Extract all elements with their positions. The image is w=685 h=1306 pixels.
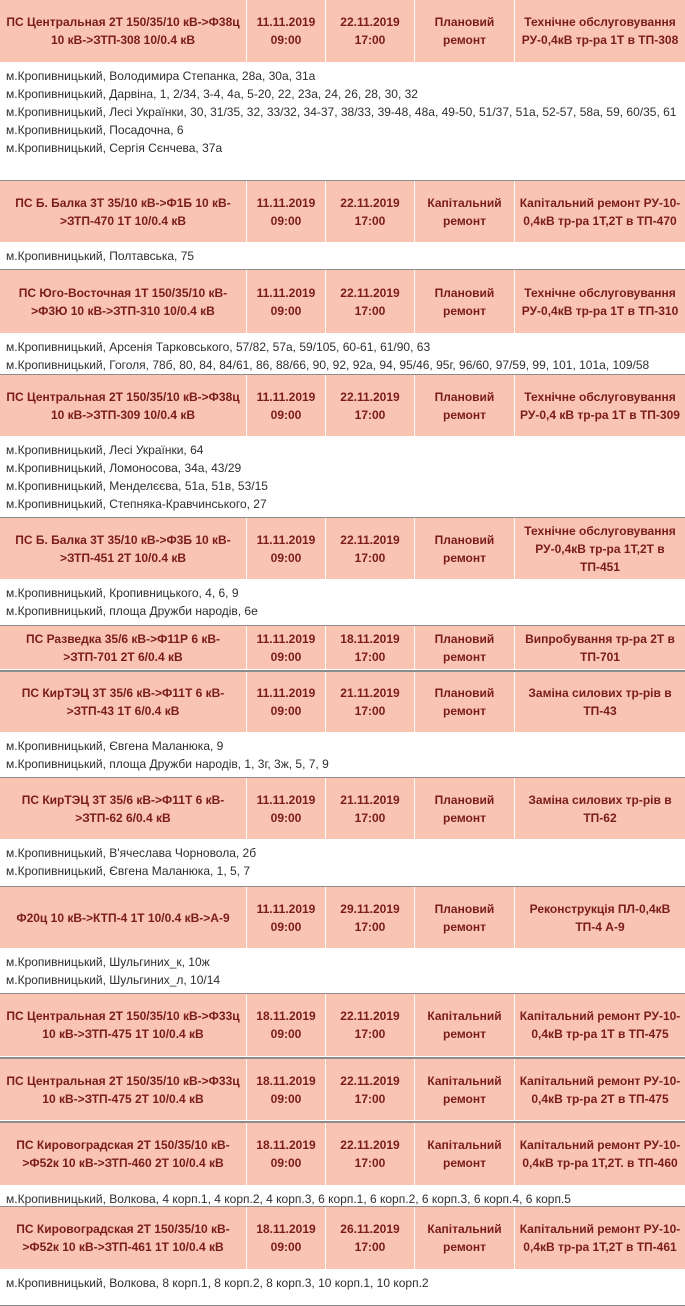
start-text: 11.11.2019 — [256, 195, 316, 210]
substation-cell — [0, 887, 247, 948]
substation-text: ПС Центральная 2Т 150/35/10 кВ->Ф38ц 10 кВ->ЗТП-308 10/0.4 кВ — [6, 15, 240, 47]
work-description-text: Заміна силових тр-рів в ТП-62 — [528, 792, 672, 825]
repair-type-text: Плановий ремонт — [434, 532, 495, 565]
work-description-text: Технічне обслуговування РУ-0,4кВ тр-ра 1Т,2Т в ТП-451 — [524, 523, 676, 574]
address-line: м.Кропивницький, Шульгиних_л, 10/14 — [6, 973, 221, 987]
repair-type-text: Плановий ремонт — [434, 631, 495, 664]
address-list — [0, 334, 685, 375]
address-line: м.Кропивницький, Шульгиних_к, 10ж — [6, 955, 210, 969]
end-text: 22.11.2019 — [340, 285, 400, 300]
repair-type-cell — [415, 672, 515, 732]
repair-type-text: Капітальний ремонт — [427, 195, 502, 228]
repair-type-cell — [415, 375, 515, 436]
address-line: м.Кропивницький, Володимира Степанка, 28а, 30а, 31а — [6, 69, 316, 83]
start-text: 09:00 — [270, 213, 302, 228]
start-cell — [247, 1123, 326, 1185]
outage-row — [0, 181, 685, 243]
substation-cell — [0, 626, 247, 669]
outage-row — [0, 672, 685, 733]
work-description-text: Капітальний ремонт РУ-10-0,4кВ тр-ра 1Т в ТП-475 — [519, 1009, 681, 1041]
work-description-cell — [515, 518, 685, 579]
start-text: 09:00 — [270, 1091, 302, 1106]
start-text: 09:00 — [270, 1240, 302, 1254]
start-text: 09:00 — [270, 919, 302, 934]
work-description-text: Капітальний ремонт РУ-10-0,4кВ тр-ра 1Т,2Т в ТП-461 — [519, 1222, 681, 1254]
repair-type-cell — [415, 887, 515, 948]
end-text: 21.11.2019 — [340, 792, 400, 807]
end-text: 22.11.2019 — [340, 389, 400, 404]
work-description-text: Капітальний ремонт РУ-10-0,4кВ тр-ра 1Т,2Т в ТП-470 — [519, 195, 681, 228]
start-text: 11.11.2019 — [256, 792, 316, 807]
start-cell — [247, 270, 326, 333]
start-cell — [247, 1207, 326, 1269]
end-text: 17:00 — [354, 407, 386, 422]
start-text: 18.11.2019 — [256, 1073, 316, 1088]
end-text: 26.11.2019 — [340, 1222, 400, 1236]
start-text: 09:00 — [270, 303, 302, 318]
outage-row — [0, 375, 685, 437]
repair-type-cell — [415, 1207, 515, 1269]
end-cell — [326, 626, 415, 669]
substation-cell — [0, 994, 247, 1056]
start-cell — [247, 672, 326, 732]
work-description-text: Реконструкція ПЛ-0,4кВ ТП-4 А-9 — [529, 901, 671, 934]
address-line: м.Кропивницький, Волкова, 4 корп.1, 4 корп.2, 4 корп.3, 6 корп.1, 6 корп.2, 6 корп.3, 6 корп.4, 6 корп.5 — [6, 1192, 571, 1206]
repair-type-text: Капітальний ремонт — [427, 1222, 502, 1254]
start-text: 11.11.2019 — [256, 15, 316, 29]
substation-cell — [0, 1207, 247, 1269]
start-text: 09:00 — [270, 33, 302, 47]
substation-cell — [0, 270, 247, 333]
repair-type-cell — [415, 1123, 515, 1185]
end-text: 29.11.2019 — [340, 901, 400, 916]
substation-text: ПС КирТЭЦ 3Т 35/6 кВ->Ф11Т 6 кВ->ЗТП-43 1Т 6/0.4 кВ — [21, 686, 225, 718]
address-line: м.Кропивницький, площа Дружби народів, 1, 3г, 3ж, 5, 7, 9 — [6, 757, 329, 771]
outage-row — [0, 270, 685, 334]
end-text: 17:00 — [354, 33, 386, 47]
end-text: 22.11.2019 — [340, 1009, 400, 1023]
address-list — [0, 580, 685, 626]
address-line: м.Кропивницький, площа Дружби народів, 6е — [6, 604, 258, 618]
start-text: 11.11.2019 — [256, 686, 316, 700]
substation-text: ПС Центральная 2Т 150/35/10 кВ->Ф33ц 10 кВ->ЗТП-475 2Т 10/0.4 кВ — [6, 1073, 240, 1106]
address-list — [0, 437, 685, 518]
address-line: м.Кропивницький, Степняка-Кравчинського, 27 — [6, 497, 267, 511]
outage-row — [0, 994, 685, 1057]
end-text: 22.11.2019 — [340, 195, 400, 210]
end-text: 17:00 — [354, 704, 386, 718]
end-text: 22.11.2019 — [340, 1073, 400, 1088]
start-text: 09:00 — [270, 407, 302, 422]
work-description-text: Технічне обслуговування РУ-0,4 кВ тр-ра 1Т в ТП-309 — [520, 389, 680, 422]
end-text: 17:00 — [354, 550, 386, 565]
address-list — [0, 733, 685, 778]
end-text: 17:00 — [354, 1240, 386, 1254]
outage-row — [0, 887, 685, 949]
work-description-cell — [515, 994, 685, 1056]
substation-text: ПС Б. Балка 3Т 35/10 кВ->Ф3Б 10 кВ->ЗТП-451 2Т 10/0.4 кВ — [15, 532, 231, 565]
work-description-cell — [515, 1123, 685, 1185]
address-line: м.Кропивницький, Лесі Українки, 64 — [6, 443, 204, 457]
address-line: м.Кропивницький, Волкова, 8 корп.1, 8 корп.2, 8 корп.3, 10 корп.1, 10 корп.2 — [6, 1276, 429, 1290]
substation-text: ПС Юго-Восточная 1Т 150/35/10 кВ->Ф3Ю 10 кВ->ЗТП-310 10/0.4 кВ — [18, 285, 228, 318]
outage-row — [0, 1207, 685, 1270]
substation-cell — [0, 778, 247, 839]
work-description-cell — [515, 672, 685, 732]
end-cell — [326, 1123, 415, 1185]
outage-row — [0, 0, 685, 63]
address-line: м.Кропивницький, Ломоносова, 34а, 43/29 — [6, 461, 242, 475]
start-cell — [247, 887, 326, 948]
end-text: 18.11.2019 — [340, 631, 400, 646]
address-line: м.Кропивницький, Євгена Маланюка, 1, 5, 7 — [6, 864, 251, 878]
substation-cell — [0, 1059, 247, 1120]
repair-type-text: Капітальний ремонт — [427, 1138, 502, 1170]
repair-type-cell — [415, 778, 515, 839]
end-text: 21.11.2019 — [340, 686, 400, 700]
work-description-cell — [515, 778, 685, 839]
work-description-cell — [515, 0, 685, 62]
address-line: м.Кропивницький, Євгена Маланюка, 9 — [6, 739, 224, 753]
end-text: 22.11.2019 — [340, 15, 400, 29]
start-text: 09:00 — [270, 704, 302, 718]
repair-type-cell — [415, 0, 515, 62]
work-description-text: Технічне обслуговування РУ-0,4кВ тр-ра 1Т в ТП-308 — [521, 15, 679, 47]
repair-type-text: Плановий ремонт — [434, 389, 495, 422]
start-text: 09:00 — [270, 810, 302, 825]
start-text: 11.11.2019 — [256, 901, 316, 916]
address-line: м.Кропивницький, Кропивницького, 4, 6, 9 — [6, 586, 239, 600]
substation-text: ПС КирТЭЦ 3Т 35/6 кВ->Ф11Т 6 кВ->ЗТП-62 6/0.4 кВ — [21, 792, 225, 825]
substation-cell — [0, 0, 247, 62]
end-text: 17:00 — [354, 1091, 386, 1106]
repair-type-cell — [415, 270, 515, 333]
substation-text: ПС Центральная 2Т 150/35/10 кВ->Ф33ц 10 кВ->ЗТП-475 1Т 10/0.4 кВ — [6, 1009, 240, 1041]
address-list — [0, 1270, 685, 1306]
end-text: 17:00 — [354, 1027, 386, 1041]
start-cell — [247, 994, 326, 1056]
repair-type-text: Плановий ремонт — [434, 285, 495, 318]
repair-type-text: Плановий ремонт — [434, 15, 495, 47]
start-cell — [247, 626, 326, 669]
end-cell — [326, 1059, 415, 1120]
start-text: 09:00 — [270, 1156, 302, 1170]
end-cell — [326, 1207, 415, 1269]
address-list — [0, 63, 685, 181]
address-list — [0, 840, 685, 887]
repair-type-cell — [415, 994, 515, 1056]
work-description-cell — [515, 626, 685, 669]
address-line: м.Кропивницький, Лесі Українки, 30, 31/35, 32, 33/32, 34-37, 38/33, 39-48, 48а, 49-50, 51/37, 51а, 52-57, 58а, 59, 60/35, 61 — [6, 105, 677, 119]
start-cell — [247, 375, 326, 436]
substation-text: Ф20ц 10 кВ->КТП-4 1Т 10/0.4 кВ->А-9 — [16, 910, 230, 925]
work-description-text: Заміна силових тр-рів в ТП-43 — [528, 686, 672, 718]
start-text: 11.11.2019 — [256, 631, 316, 646]
work-description-text: Капітальний ремонт РУ-10-0,4кВ тр-ра 2Т в ТП-475 — [519, 1073, 681, 1106]
work-description-cell — [515, 375, 685, 436]
repair-type-cell — [415, 518, 515, 579]
work-description-cell — [515, 887, 685, 948]
end-cell — [326, 778, 415, 839]
start-text: 11.11.2019 — [256, 532, 316, 547]
start-cell — [247, 518, 326, 579]
work-description-cell — [515, 1207, 685, 1269]
work-description-text: Випробування тр-ра 2Т в ТП-701 — [525, 631, 675, 664]
address-line: м.Кропивницький, Арсенія Тарковського, 57/82, 57а, 59/105, 60-61, 61/90, 63 — [6, 340, 431, 354]
repair-type-cell — [415, 181, 515, 242]
end-cell — [326, 181, 415, 242]
work-description-text: Капітальний ремонт РУ-10-0,4кВ тр-ра 1Т,2Т. в ТП-460 — [519, 1138, 681, 1170]
start-text: 11.11.2019 — [256, 285, 316, 300]
end-text: 22.11.2019 — [340, 1138, 400, 1152]
substation-text: ПС Б. Балка 3Т 35/10 кВ->Ф1Б 10 кВ->ЗТП-470 1Т 10/0.4 кВ — [15, 195, 231, 228]
end-cell — [326, 0, 415, 62]
substation-text: ПС Кировоградская 2Т 150/35/10 кВ->Ф52к 10 кВ->ЗТП-460 2Т 10/0.4 кВ — [16, 1138, 230, 1170]
end-cell — [326, 672, 415, 732]
end-text: 17:00 — [354, 810, 386, 825]
substation-text: ПС Разведка 35/6 кВ->Ф11Р 6 кВ->ЗТП-701 2Т 6/0.4 кВ — [25, 631, 221, 664]
end-text: 17:00 — [354, 213, 386, 228]
repair-type-cell — [415, 626, 515, 669]
end-cell — [326, 518, 415, 579]
start-cell — [247, 778, 326, 839]
substation-cell — [0, 375, 247, 436]
outage-row — [0, 626, 685, 670]
work-description-cell — [515, 181, 685, 242]
start-text: 18.11.2019 — [256, 1138, 316, 1152]
end-text: 17:00 — [354, 303, 386, 318]
repair-type-text: Плановий ремонт — [434, 901, 495, 934]
start-text: 18.11.2019 — [256, 1222, 316, 1236]
outage-row — [0, 1123, 685, 1186]
end-text: 22.11.2019 — [340, 532, 400, 547]
substation-text: ПС Центральная 2Т 150/35/10 кВ->Ф38ц 10 кВ->ЗТП-309 10/0.4 кВ — [6, 389, 240, 422]
end-text: 17:00 — [354, 649, 386, 664]
start-text: 09:00 — [270, 649, 302, 664]
start-cell — [247, 1059, 326, 1120]
repair-type-cell — [415, 1059, 515, 1120]
substation-cell — [0, 672, 247, 732]
start-text: 11.11.2019 — [256, 389, 316, 404]
start-cell — [247, 181, 326, 242]
start-text: 09:00 — [270, 550, 302, 565]
substation-text: ПС Кировоградская 2Т 150/35/10 кВ->Ф52к 10 кВ->ЗТП-461 1Т 10/0.4 кВ — [16, 1222, 230, 1254]
end-cell — [326, 375, 415, 436]
work-description-cell — [515, 270, 685, 333]
outage-row — [0, 778, 685, 840]
work-description-text: Технічне обслуговування РУ-0,4кВ тр-ра 1Т в ТП-310 — [521, 285, 679, 318]
repair-type-text: Капітальний ремонт — [427, 1009, 502, 1041]
end-text: 17:00 — [354, 919, 386, 934]
address-list — [0, 1186, 685, 1207]
address-line: м.Кропивницький, Полтавська, 75 — [6, 249, 195, 263]
address-line: м.Кропивницький, Посадочна, 6 — [6, 123, 184, 137]
work-description-cell — [515, 1059, 685, 1120]
start-text: 09:00 — [270, 1027, 302, 1041]
substation-cell — [0, 1123, 247, 1185]
outage-row — [0, 518, 685, 580]
end-cell — [326, 994, 415, 1056]
end-cell — [326, 270, 415, 333]
address-line: м.Кропивницький, Дарвіна, 1, 2/34, 3-4, 4а, 5-20, 22, 23а, 24, 26, 28, 30, 32 — [6, 87, 418, 101]
substation-cell — [0, 181, 247, 242]
address-line: м.Кропивницький, Сергія Сєнчева, 37а — [6, 141, 223, 155]
address-list — [0, 949, 685, 994]
substation-cell — [0, 518, 247, 579]
address-list — [0, 243, 685, 270]
address-line: м.Кропивницький, Гоголя, 78б, 80, 84, 84/61, 86, 88/66, 90, 92, 92а, 94, 95/46, 95г, 96/60, 97/59, 99, 101, 101а, 109/58 — [6, 358, 650, 372]
start-text: 18.11.2019 — [256, 1009, 316, 1023]
repair-type-text: Капітальний ремонт — [427, 1073, 502, 1106]
end-text: 17:00 — [354, 1156, 386, 1170]
end-cell — [326, 887, 415, 948]
address-line: м.Кропивницький, Менделєєва, 51а, 51в, 53/15 — [6, 479, 268, 493]
repair-type-text: Плановий ремонт — [434, 686, 495, 718]
repair-type-text: Плановий ремонт — [434, 792, 495, 825]
address-line: м.Кропивницький, В'ячеслава Чорновола, 2б — [6, 846, 257, 860]
start-cell — [247, 0, 326, 62]
outage-row — [0, 1059, 685, 1121]
